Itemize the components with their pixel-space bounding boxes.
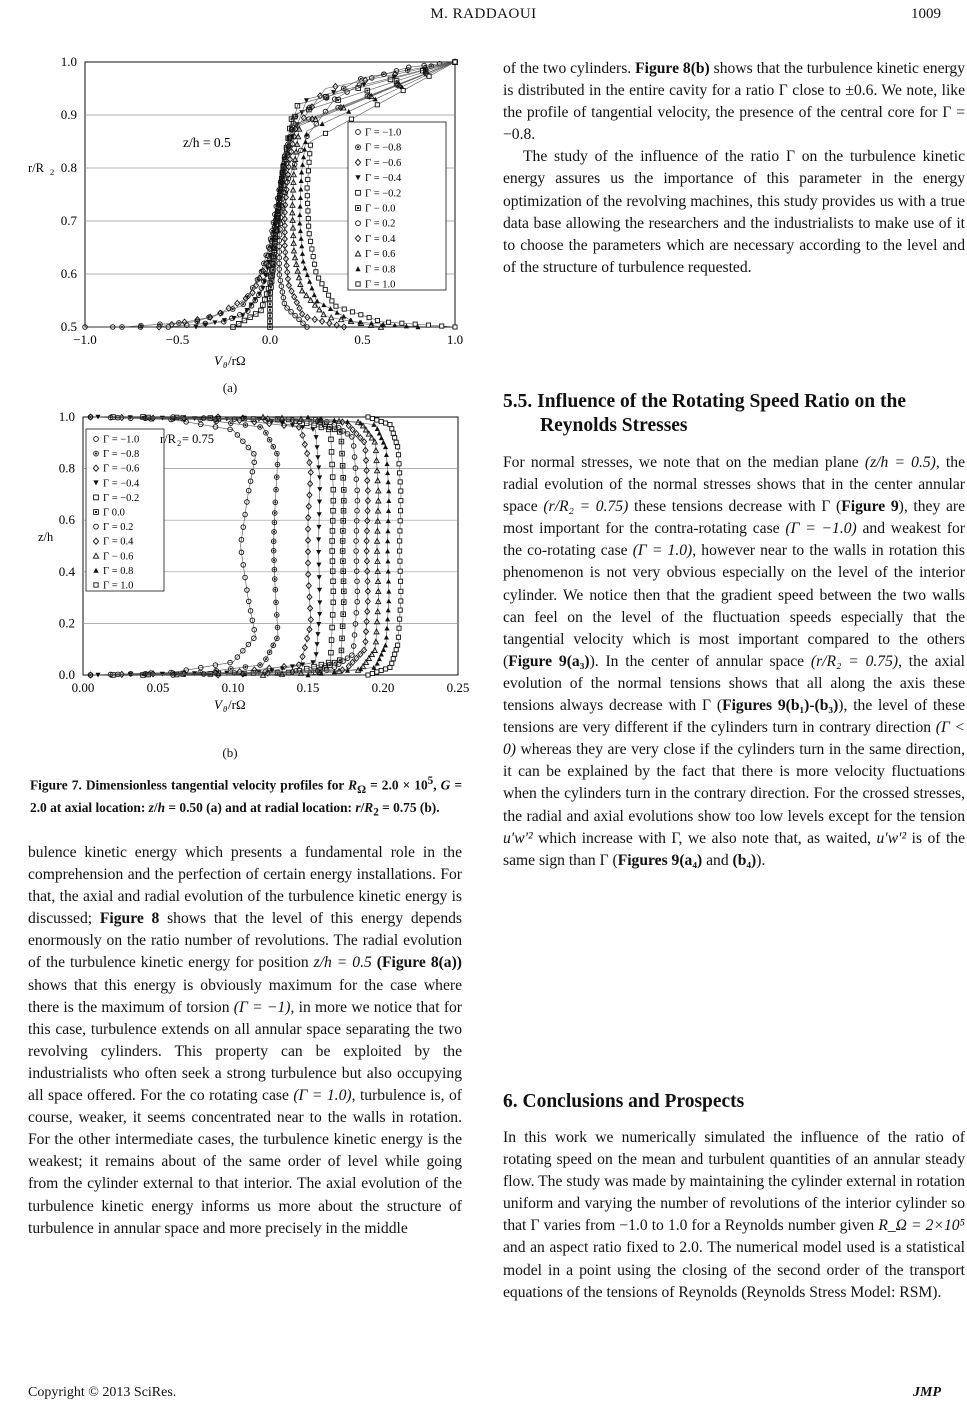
- data-point: [399, 489, 403, 493]
- legend: [348, 122, 446, 291]
- x-axis-label: V: [214, 697, 222, 712]
- data-point: [398, 579, 402, 583]
- data-point: [330, 299, 334, 303]
- data-point: [306, 209, 310, 213]
- legend-entry: Γ = −0.2: [103, 492, 140, 504]
- y-tick-label: 0.9: [60, 107, 77, 122]
- legend-entry: Γ = 1.0: [365, 279, 396, 291]
- section-heading-5-5: 5.5. Influence of the Rotating Speed Ratio on the Reynolds Stresses: [503, 391, 906, 436]
- data-point: [342, 307, 346, 311]
- data-point: [398, 519, 402, 523]
- y-tick-label: 1.0: [58, 409, 75, 424]
- right-column-text-2: [503, 452, 965, 872]
- legend-entry: Γ = 0.2: [103, 522, 134, 534]
- x-tick-label: 0.10: [221, 680, 245, 695]
- legend-entry: Γ = −0.4: [103, 478, 140, 490]
- figure-7a-chart: [28, 52, 464, 372]
- data-point: [306, 177, 310, 181]
- figure-ref: Figure 9(a₃): [508, 652, 590, 670]
- data-point: [453, 325, 457, 329]
- data-point: [400, 321, 404, 325]
- data-point: [312, 262, 316, 266]
- paragraph: of the two cylinders. Figure 8(b) shows that the turbulence kinetic energy is distributed in the entire cavity for a ratio Γ close to ±0.6. We note, like the profile of tangential velocity, the presence of the central core for Γ = −0.8.: [503, 60, 965, 144]
- x-tick-label: −0.5: [165, 332, 190, 347]
- x-tick-label: 0.05: [146, 680, 170, 695]
- equation: (Γ < 0): [503, 719, 965, 759]
- data-point: [398, 480, 402, 484]
- chart-annotation: r/R: [160, 432, 176, 446]
- x-tick-label: 0.0: [261, 332, 279, 347]
- footer-copyright: Copyright © 2013 SciRes.: [28, 1385, 177, 1400]
- y-axis-label: z/h: [38, 530, 54, 544]
- figure-ref: Figures 9(b₁)-(b₃): [722, 697, 839, 715]
- data-point: [398, 471, 402, 475]
- data-point: [393, 652, 397, 656]
- legend-entry: Γ = −1.0: [103, 434, 140, 446]
- data-point: [440, 324, 444, 328]
- x-axis-label-tail: /rΩ: [228, 353, 246, 368]
- legend-entry: Γ = 0.4: [365, 233, 396, 245]
- x-tick-label: 0.25: [446, 680, 470, 695]
- data-point: [306, 201, 310, 205]
- data-point: [307, 224, 311, 228]
- data-point: [310, 247, 314, 251]
- data-point: [359, 313, 363, 317]
- x-axis-label-sub: θ: [223, 704, 228, 714]
- data-point: [399, 499, 403, 503]
- data-point: [308, 152, 312, 156]
- data-point: [306, 216, 310, 220]
- figure-ref: (b₄): [732, 851, 757, 869]
- paragraph: In this work we numerically simulated the influence of the ratio of rotating speed on the mean and turbulent quantities of an annular steady flow. The study was made by maintaining the cylinder external in rotation uniform and varying the number of revolutions of the interior cylinder so that Γ varies from −1.0 to 1.0 for a Reynolds number given R_Ω = 2×10⁵ and an aspect ratio fixed to 2.0. The numerical model used is a statistical model in a point using the closing of the second order of the transport equations of the tensions of Reynolds (Reynolds Stress Model: RSM).: [503, 1129, 965, 1301]
- equation: (Γ = 1.0): [293, 1087, 352, 1105]
- legend-entry: Γ 0.0: [103, 507, 125, 519]
- data-point: [379, 419, 383, 423]
- x-tick-label: 0.5: [354, 332, 371, 347]
- equation: (Γ = −1.0): [785, 520, 857, 538]
- data-point: [323, 287, 327, 291]
- legend-entry: Γ = −0.8: [103, 449, 140, 461]
- data-point: [396, 453, 400, 457]
- data-point: [401, 88, 405, 92]
- figure-7b-chart: [28, 405, 470, 735]
- data-point: [397, 626, 401, 630]
- data-point: [397, 462, 401, 466]
- data-point: [399, 599, 403, 603]
- running-header-author: M. RADDAOUI: [430, 6, 537, 22]
- figure-7b-label: (b): [222, 745, 238, 760]
- y-tick-label: 0.8: [58, 460, 75, 476]
- legend-marker: [94, 583, 98, 587]
- y-tick-label: 0.6: [58, 512, 75, 528]
- data-point: [396, 635, 400, 639]
- data-point: [387, 320, 391, 324]
- paragraph: The study of the influence of the ratio Γ on the turbulence kinetic energy assures us the importance of this parameter in the energy optimization of the revolving machines, this study provides us with a true data base allowing the researchers and the industrialists to make use of it to choose the parameters which are necessary according to the level and of the structure of turbulence requested.: [503, 148, 965, 276]
- equation: (Γ = 1.0): [632, 542, 693, 560]
- y-axis-label-sub: 2: [50, 167, 55, 177]
- data-point: [327, 293, 331, 297]
- section-heading-6: 6. Conclusions and Prospects: [503, 1091, 745, 1112]
- x-tick-label: −1.0: [73, 332, 97, 347]
- figure-7-caption: Figure 7. Dimensionless tangential velocity profiles for $R_\Omega = 2.0 \times 10^5$, G = 2.0 at axial location: z/h = 0.50 (a) and at radial location: $r/R_2 = 0.75$ (b).: [30, 775, 463, 819]
- x-tick-label: 0.20: [371, 680, 395, 695]
- data-point: [311, 255, 315, 259]
- data-point: [314, 270, 318, 274]
- legend-entry: Γ = −0.6: [103, 463, 140, 475]
- equation: (r/R₂ = 0.75): [543, 498, 629, 516]
- data-point: [398, 529, 402, 533]
- data-point: [396, 445, 400, 449]
- figure-ref: Figure 9: [841, 498, 899, 516]
- data-point: [367, 316, 371, 320]
- y-tick-label: 0.4: [58, 563, 75, 579]
- data-point: [317, 276, 321, 280]
- figure-ref: Figure 8: [99, 910, 160, 928]
- data-point: [375, 418, 379, 422]
- data-point: [396, 643, 400, 647]
- data-point: [366, 415, 370, 419]
- equation: (z/h = 0.5): [864, 454, 936, 471]
- equation: z/h = 0.5: [313, 954, 372, 972]
- legend-entry: Γ = 0.4: [103, 536, 134, 548]
- data-point: [320, 282, 324, 286]
- right-column-text-1: [503, 58, 965, 279]
- right-column-text-3: [503, 1127, 965, 1304]
- x-tick-label: 1.0: [446, 332, 464, 347]
- legend-marker: [356, 282, 360, 286]
- legend-entry: Γ = 0.8: [103, 565, 134, 577]
- figure-7a-label: (a): [222, 380, 238, 395]
- data-point: [391, 431, 395, 435]
- x-axis-label-sub: θ: [223, 360, 228, 370]
- data-point: [306, 169, 310, 173]
- figure-ref: Figures 9(a₄): [617, 851, 703, 869]
- data-point: [334, 304, 338, 308]
- equation: (r/R₂ = 0.75): [810, 652, 899, 670]
- legend-entry: Γ = 0.6: [365, 249, 396, 261]
- y-tick-label: 0.0: [58, 667, 75, 682]
- data-point: [427, 74, 431, 78]
- y-tick-label: 0.8: [60, 160, 77, 175]
- paragraph: bulence kinetic energy which presents a fundamental role in the comprehension and the perfection of certain energy installations. For that, the axial and radial evolution of the turbulence kinetic energy is discussed; Figure 8 shows that the level of this energy depends enormously on the ratio number of revolutions. The radial evolution of the turbulence kinetic energy for position z/h = 0.5 (Figure 8(a)) shows that this energy is obviously maximum for the case where there is the maximum of torsion (Γ = −1), in more we notice that for this case, turbulence extends on all annular space separating the two revolving cylinders. This property can be exploited by the industrialists who often seek a strong turbulence but also occupying all space offered. For the co rotating case (Γ = 1.0), turbulence is, of course, weaker, it seems concentrated near to the walls in rotation. For the other intermediate cases, the turbulence kinetic energy is the weakest; it remains about of the same order of level while going from the cylinder external to that interior. The axial evolution of the turbulence kinetic energy informs us more about the structure of turbulence in annular space and more precisely in the middle: [28, 844, 462, 1237]
- data-point: [366, 673, 370, 677]
- data-point: [398, 569, 402, 573]
- data-point: [370, 671, 374, 675]
- legend-entry: Γ = −0.4: [365, 173, 402, 185]
- chart-annotation-tail: = 0.75: [182, 432, 215, 446]
- data-point: [383, 421, 387, 425]
- y-tick-label: 0.7: [60, 213, 77, 228]
- legend-entry: Γ − 0.6: [103, 551, 134, 563]
- legend-entry: Γ − 0.0: [365, 203, 396, 215]
- x-axis-label-tail: /rΩ: [228, 697, 246, 712]
- x-tick-label: 0.00: [71, 680, 95, 695]
- data-point: [394, 440, 398, 444]
- data-point: [350, 310, 354, 314]
- data-point: [398, 549, 402, 553]
- data-point: [426, 323, 430, 327]
- y-tick-label: 0.6: [60, 266, 77, 281]
- data-point: [388, 665, 392, 669]
- data-point: [305, 186, 309, 190]
- legend: [86, 429, 164, 592]
- data-point: [388, 422, 392, 426]
- data-point: [398, 539, 402, 543]
- figure-ref: Figure 8(b): [635, 60, 710, 77]
- data-point: [390, 661, 394, 665]
- data-point: [394, 648, 398, 652]
- chart-annotation: z/h = 0.5: [183, 135, 231, 150]
- data-point: [453, 60, 457, 64]
- data-point: [307, 232, 311, 236]
- data-point: [391, 657, 395, 661]
- footer-journal: JMP: [913, 1385, 941, 1400]
- chart-annotation-sub: 2: [177, 438, 182, 448]
- legend-entry: Γ = −1.0: [365, 127, 402, 139]
- data-point: [413, 322, 417, 326]
- y-axis-label: r/R: [28, 161, 44, 175]
- equation: (Γ = −1): [233, 998, 291, 1016]
- y-tick-label: 0.2: [58, 615, 75, 631]
- data-point: [398, 509, 402, 513]
- data-point: [323, 131, 327, 135]
- page-number: 1009: [911, 6, 941, 22]
- data-point: [398, 617, 402, 621]
- data-point: [379, 668, 383, 672]
- y-tick-label: 1.0: [60, 54, 77, 69]
- data-point: [393, 436, 397, 440]
- y-tick-label: 0.5: [60, 319, 77, 334]
- x-axis-label: V: [214, 353, 222, 368]
- legend-entry: Γ = 0.8: [365, 264, 396, 276]
- data-point: [375, 318, 379, 322]
- legend-entry: Γ = −0.2: [365, 188, 402, 200]
- data-point: [349, 117, 353, 121]
- legend-entry: Γ = −0.8: [365, 142, 402, 154]
- legend-entry: Γ = −0.6: [365, 157, 402, 169]
- equation: R_Ω = 2×10⁵: [878, 1217, 965, 1235]
- data-point: [308, 143, 312, 147]
- data-point: [370, 416, 374, 420]
- data-point: [399, 589, 403, 593]
- left-column-text: [28, 842, 462, 1240]
- data-point: [305, 194, 309, 198]
- data-point: [307, 160, 311, 164]
- x-tick-label: 0.15: [296, 680, 320, 695]
- data-point: [383, 667, 387, 671]
- paragraph: For normal stresses, we note that on the median plane (z/h = 0.5), the radial evolution of the normal stresses shows that in the center annular space (r/R₂ = 0.75) these tensions decrease with Γ (Figure 9), they are most important for the contra-rotating case (Γ = −1.0) and weakest for the co-rotating case (Γ = 1.0), however near to the walls in rotation this phenomenon is not very obvious especially on the level of the interior cylinder. We notice then that the gradient speed between the two walls can feel on the level of the fluctuation speeds especially that the tangential velocity which is most important compared to the others (Figure 9(a₃)). In the center of annular space (r/R₂ = 0.75), the axial evolution of the normal tensions shows that all along the axis these tensions always decrease with Γ (Figures 9(b₁)-(b₃)), the level of these tensions are very different if the cylinders turn in contrary direction (Γ < 0) whereas they are very close if the cylinders turn in the same direction, it can be explained by the fact that there is more velocity fluctuations when the cylinders turn in the contrary direction. For the crossed stresses, the radial and axial evolutions show too low levels except for the tension u′w′² which increase with Γ, we also note that, as waited, u′w′² is of the same sign than Γ (Figures 9(a₄) and (b₄)).: [503, 454, 966, 869]
- legend-entry: Γ = 1.0: [103, 580, 134, 592]
- data-point: [390, 427, 394, 431]
- data-point: [375, 103, 379, 107]
- data-point: [308, 239, 312, 243]
- equation: u′w′²: [876, 829, 907, 847]
- data-point: [398, 608, 402, 612]
- data-point: [375, 670, 379, 674]
- legend-entry: Γ = 0.2: [365, 218, 396, 230]
- equation: u′w′²: [503, 829, 533, 847]
- data-point: [398, 559, 402, 563]
